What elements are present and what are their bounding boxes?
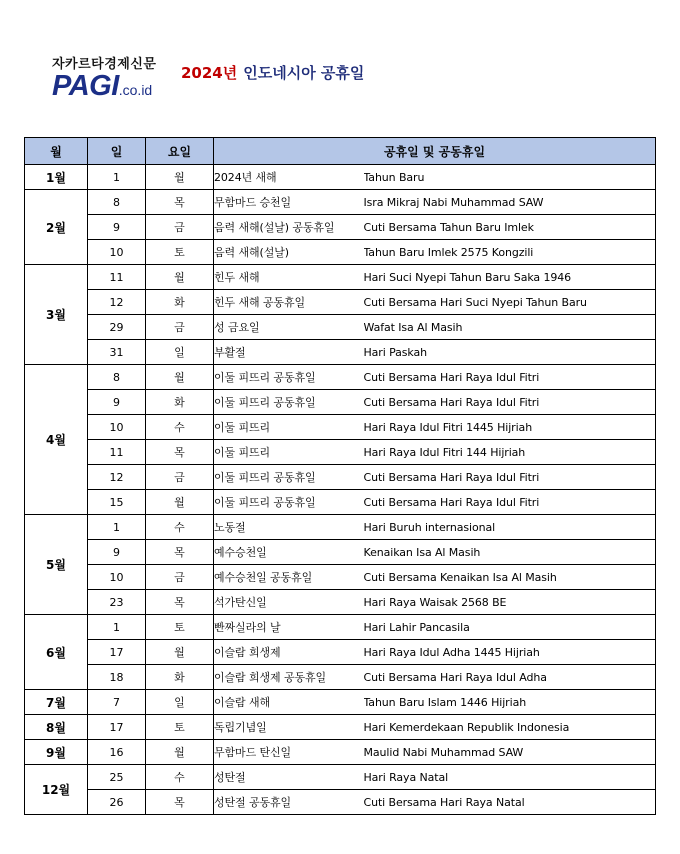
korean-holiday-cell: 힌두 새해 bbox=[214, 265, 364, 290]
weekday-cell: 금 bbox=[146, 315, 214, 340]
weekday-cell: 월 bbox=[146, 490, 214, 515]
month-cell: 9월 bbox=[25, 740, 88, 765]
korean-holiday-cell: 예수승천일 bbox=[214, 540, 364, 565]
weekday-cell: 목 bbox=[146, 790, 214, 815]
weekday-cell: 월 bbox=[146, 640, 214, 665]
title-year: 2024년 bbox=[181, 64, 238, 82]
table-body bbox=[25, 165, 656, 815]
indonesian-holiday-cell: Hari Raya Idul Fitri 144 Hijriah bbox=[364, 440, 656, 465]
table-row bbox=[25, 315, 656, 340]
table-row bbox=[25, 440, 656, 465]
indonesian-holiday-cell: Hari Raya Natal bbox=[364, 765, 656, 790]
weekday-cell: 금 bbox=[146, 465, 214, 490]
table-row bbox=[25, 540, 656, 565]
korean-holiday-cell: 성탄절 공동휴일 bbox=[214, 790, 364, 815]
weekday-cell: 월 bbox=[146, 365, 214, 390]
month-cell: 6월 bbox=[25, 615, 88, 690]
table-header-row bbox=[25, 138, 656, 165]
weekday-cell: 화 bbox=[146, 290, 214, 315]
logo-wordmark bbox=[52, 72, 162, 104]
weekday-cell: 수 bbox=[146, 515, 214, 540]
day-cell: 8 bbox=[88, 365, 146, 390]
weekday-cell: 수 bbox=[146, 415, 214, 440]
weekday-cell: 토 bbox=[146, 715, 214, 740]
indonesian-holiday-cell: Tahun Baru bbox=[364, 165, 656, 190]
day-cell: 29 bbox=[88, 315, 146, 340]
korean-holiday-cell: 음력 새해(설날) bbox=[214, 240, 364, 265]
indonesian-holiday-cell: Cuti Bersama Hari Raya Idul Fitri bbox=[364, 490, 656, 515]
korean-holiday-cell: 이슬람 새해 bbox=[214, 690, 364, 715]
korean-holiday-cell: 이둘 피뜨리 공동휴일 bbox=[214, 390, 364, 415]
weekday-cell: 토 bbox=[146, 240, 214, 265]
month-cell: 4월 bbox=[25, 365, 88, 515]
header-day: 일 bbox=[88, 138, 146, 165]
korean-holiday-cell: 석가탄신일 bbox=[214, 590, 364, 615]
indonesian-holiday-cell: Cuti Bersama Hari Raya Idul Fitri bbox=[364, 365, 656, 390]
logo-top-text: 자카르타경제신문 bbox=[52, 57, 157, 72]
day-cell: 25 bbox=[88, 765, 146, 790]
indonesian-holiday-cell: Wafat Isa Al Masih bbox=[364, 315, 656, 340]
table-row bbox=[25, 265, 656, 290]
weekday-cell: 일 bbox=[146, 690, 214, 715]
logo bbox=[52, 53, 162, 104]
weekday-cell: 화 bbox=[146, 665, 214, 690]
indonesian-holiday-cell: Cuti Bersama Hari Raya Idul Adha bbox=[364, 665, 656, 690]
indonesian-holiday-cell: Cuti Bersama Tahun Baru Imlek bbox=[364, 215, 656, 240]
indonesian-holiday-cell: Hari Lahir Pancasila bbox=[364, 615, 656, 640]
indonesian-holiday-cell: Hari Raya Waisak 2568 BE bbox=[364, 590, 656, 615]
table-row bbox=[25, 215, 656, 240]
korean-holiday-cell: 빤짜실라의 날 bbox=[214, 615, 364, 640]
indonesian-holiday-cell: Cuti Bersama Kenaikan Isa Al Masih bbox=[364, 565, 656, 590]
korean-holiday-cell: 이슬람 희생제 공동휴일 bbox=[214, 665, 364, 690]
indonesian-holiday-cell: Maulid Nabi Muhammad SAW bbox=[364, 740, 656, 765]
korean-holiday-cell: 무함마드 탄신일 bbox=[214, 740, 364, 765]
table-row bbox=[25, 690, 656, 715]
korean-holiday-cell: 이둘 피뜨리 bbox=[214, 440, 364, 465]
logo-suffix-text: .co.id bbox=[118, 82, 153, 98]
day-cell: 9 bbox=[88, 215, 146, 240]
day-cell: 11 bbox=[88, 265, 146, 290]
table-row bbox=[25, 190, 656, 215]
day-cell: 31 bbox=[88, 340, 146, 365]
indonesian-holiday-cell: Cuti Bersama Hari Raya Idul Fitri bbox=[364, 465, 656, 490]
day-cell: 26 bbox=[88, 790, 146, 815]
day-cell: 16 bbox=[88, 740, 146, 765]
month-cell: 3월 bbox=[25, 265, 88, 365]
day-cell: 7 bbox=[88, 690, 146, 715]
month-cell: 12월 bbox=[25, 765, 88, 815]
table-row bbox=[25, 165, 656, 190]
day-cell: 9 bbox=[88, 540, 146, 565]
table-row bbox=[25, 490, 656, 515]
weekday-cell: 목 bbox=[146, 590, 214, 615]
weekday-cell: 토 bbox=[146, 615, 214, 640]
month-cell: 2월 bbox=[25, 190, 88, 265]
weekday-cell: 수 bbox=[146, 765, 214, 790]
weekday-cell: 월 bbox=[146, 265, 214, 290]
day-cell: 23 bbox=[88, 590, 146, 615]
indonesian-holiday-cell: Hari Raya Idul Fitri 1445 Hijriah bbox=[364, 415, 656, 440]
table-row bbox=[25, 640, 656, 665]
table-row bbox=[25, 365, 656, 390]
table-row bbox=[25, 465, 656, 490]
korean-holiday-cell: 무함마드 승천일 bbox=[214, 190, 364, 215]
day-cell: 12 bbox=[88, 290, 146, 315]
table-row bbox=[25, 415, 656, 440]
indonesian-holiday-cell: Hari Kemerdekaan Republik Indonesia bbox=[364, 715, 656, 740]
indonesian-holiday-cell: Isra Mikraj Nabi Muhammad SAW bbox=[364, 190, 656, 215]
indonesian-holiday-cell: Hari Suci Nyepi Tahun Baru Saka 1946 bbox=[364, 265, 656, 290]
korean-holiday-cell: 이둘 피뜨리 공동휴일 bbox=[214, 490, 364, 515]
weekday-cell: 목 bbox=[146, 540, 214, 565]
header-holiday: 공휴일 및 공동휴일 bbox=[214, 138, 656, 165]
weekday-cell: 금 bbox=[146, 215, 214, 240]
weekday-cell: 목 bbox=[146, 190, 214, 215]
weekday-cell: 금 bbox=[146, 565, 214, 590]
document-title bbox=[181, 62, 364, 83]
table-row bbox=[25, 715, 656, 740]
indonesian-holiday-cell: Cuti Bersama Hari Raya Natal bbox=[364, 790, 656, 815]
table-row bbox=[25, 615, 656, 640]
day-cell: 12 bbox=[88, 465, 146, 490]
korean-holiday-cell: 이둘 피뜨리 bbox=[214, 415, 364, 440]
weekday-cell: 일 bbox=[146, 340, 214, 365]
indonesian-holiday-cell: Cuti Bersama Hari Suci Nyepi Tahun Baru bbox=[364, 290, 656, 315]
day-cell: 8 bbox=[88, 190, 146, 215]
indonesian-holiday-cell: Kenaikan Isa Al Masih bbox=[364, 540, 656, 565]
month-cell: 1월 bbox=[25, 165, 88, 190]
title-text: 인도네시아 공휴일 bbox=[243, 64, 365, 82]
day-cell: 15 bbox=[88, 490, 146, 515]
korean-holiday-cell: 성탄절 bbox=[214, 765, 364, 790]
day-cell: 11 bbox=[88, 440, 146, 465]
table-row bbox=[25, 590, 656, 615]
indonesian-holiday-cell: Tahun Baru Imlek 2575 Kongzili bbox=[364, 240, 656, 265]
korean-holiday-cell: 부활절 bbox=[214, 340, 364, 365]
korean-holiday-cell: 독립기념일 bbox=[214, 715, 364, 740]
korean-holiday-cell: 이둘 피뜨리 공동휴일 bbox=[214, 465, 364, 490]
indonesian-holiday-cell: Hari Raya Idul Adha 1445 Hijriah bbox=[364, 640, 656, 665]
table-row bbox=[25, 765, 656, 790]
table-row bbox=[25, 240, 656, 265]
day-cell: 10 bbox=[88, 565, 146, 590]
korean-holiday-cell: 성 금요일 bbox=[214, 315, 364, 340]
table-row bbox=[25, 515, 656, 540]
header-weekday: 요일 bbox=[146, 138, 214, 165]
korean-holiday-cell: 이슬람 희생제 bbox=[214, 640, 364, 665]
month-cell: 5월 bbox=[25, 515, 88, 615]
day-cell: 9 bbox=[88, 390, 146, 415]
table-row bbox=[25, 340, 656, 365]
table-row bbox=[25, 390, 656, 415]
indonesian-holiday-cell: Hari Buruh internasional bbox=[364, 515, 656, 540]
weekday-cell: 화 bbox=[146, 390, 214, 415]
day-cell: 18 bbox=[88, 665, 146, 690]
holiday-table bbox=[24, 137, 656, 815]
indonesian-holiday-cell: Cuti Bersama Hari Raya Idul Fitri bbox=[364, 390, 656, 415]
month-cell: 8월 bbox=[25, 715, 88, 740]
day-cell: 17 bbox=[88, 640, 146, 665]
korean-holiday-cell: 2024년 새해 bbox=[214, 165, 364, 190]
day-cell: 10 bbox=[88, 240, 146, 265]
korean-holiday-cell: 이둘 피뜨리 공동휴일 bbox=[214, 365, 364, 390]
day-cell: 10 bbox=[88, 415, 146, 440]
header-month: 월 bbox=[25, 138, 88, 165]
day-cell: 1 bbox=[88, 165, 146, 190]
table-row bbox=[25, 565, 656, 590]
weekday-cell: 월 bbox=[146, 740, 214, 765]
korean-holiday-cell: 힌두 새해 공동휴일 bbox=[214, 290, 364, 315]
table-row bbox=[25, 290, 656, 315]
day-cell: 1 bbox=[88, 515, 146, 540]
indonesian-holiday-cell: Hari Paskah bbox=[364, 340, 656, 365]
month-cell: 7월 bbox=[25, 690, 88, 715]
weekday-cell: 목 bbox=[146, 440, 214, 465]
korean-holiday-cell: 음력 새해(설날) 공동휴일 bbox=[214, 215, 364, 240]
day-cell: 1 bbox=[88, 615, 146, 640]
korean-holiday-cell: 노동절 bbox=[214, 515, 364, 540]
day-cell: 17 bbox=[88, 715, 146, 740]
table-row bbox=[25, 665, 656, 690]
indonesian-holiday-cell: Tahun Baru Islam 1446 Hijriah bbox=[364, 690, 656, 715]
table-row bbox=[25, 790, 656, 815]
weekday-cell: 월 bbox=[146, 165, 214, 190]
logo-main-text: PAGI bbox=[52, 70, 119, 102]
table-row bbox=[25, 740, 656, 765]
korean-holiday-cell: 예수승천일 공동휴일 bbox=[214, 565, 364, 590]
